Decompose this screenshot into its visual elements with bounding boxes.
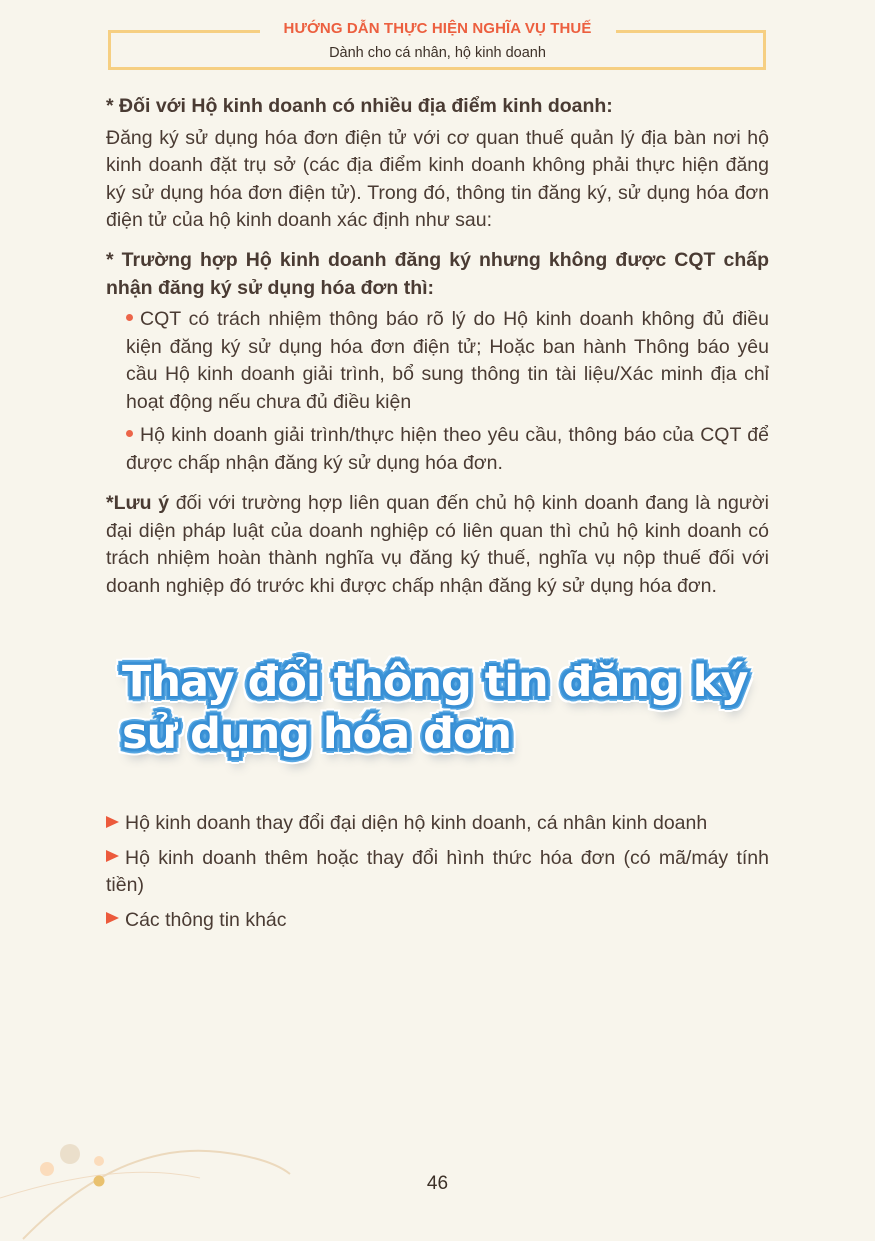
list-item-text: Các thông tin khác: [125, 908, 287, 931]
note-label: *Lưu ý: [106, 492, 170, 514]
triangle-bullet-icon: [106, 816, 119, 828]
list-item: [106, 422, 769, 477]
page-number: 46: [426, 1173, 449, 1194]
list-item-text: Hộ kinh doanh thay đổi đại diện hộ kinh doanh, cá nhân kinh doanh: [125, 812, 708, 834]
list-item: [106, 810, 769, 838]
bullet-dot-icon: [126, 430, 133, 437]
list-item: [106, 845, 769, 900]
section-rejection: [106, 247, 769, 477]
section-title: [122, 656, 782, 760]
document-subtitle: Dành cho cá nhân, hộ kinh doanh: [329, 45, 546, 61]
note-paragraph: [106, 490, 769, 600]
changes-list: [106, 810, 769, 934]
section-title-line-1: Thay đổi thông tin đăng ký: [122, 657, 748, 707]
list-item-text: Hộ kinh doanh thêm hoặc thay đổi hình thức hóa đơn (có mã/máy tính tiền): [106, 846, 769, 896]
section-title-line-2: sử dụng hóa đơn: [122, 709, 512, 759]
document-title: HƯỚNG DẪN THỰC HIỆN NGHĨA VỤ THUẾ: [283, 20, 592, 37]
section-body: Đăng ký sử dụng hóa đơn điện tử với cơ quan thuế quản lý địa bàn nơi hộ kinh doanh đặt trụ sở (các địa điểm kinh doanh không phải thực hiện đăng ký sử dụng hóa đơn điện tử). Trong đó, thông tin đăng ký, sử dụng hóa đơn điện tử của hộ kinh doanh xác định như sau:: [106, 126, 769, 231]
list-item-text: Hộ kinh doanh giải trình/thực hiện theo yêu cầu, thông báo của CQT để được chấp nhận đăng ký sử dụng hóa đơn.: [126, 424, 769, 474]
section-heading: * Trường hợp Hộ kinh doanh đăng ký nhưng không được CQT chấp nhận đăng ký sử dụng hóa đơn thì:: [106, 249, 769, 299]
list-item: [106, 306, 769, 416]
triangle-bullet-icon: [106, 850, 119, 862]
bullet-dot-icon: [126, 314, 133, 321]
note-text: đối với trường hợp liên quan đến chủ hộ kinh doanh đang là người đại diện pháp luật của doanh nghiệp có liên quan thì chủ hộ kinh doanh có trách nhiệm hoàn thành nghĩa vụ đăng ký thuế, nghĩa vụ nộp thuế đối với doanh nghiệp đó trước khi được chấp nhận đăng ký sử dụng hóa đơn.: [106, 492, 769, 597]
list-item-text: CQT có trách nhiệm thông báo rõ lý do Hộ kinh doanh không đủ điều kiện đăng ký sử dụng hóa đơn điện tử; Hoặc ban hành Thông báo yêu cầu Hộ kinh doanh giải trình, bổ sung thông tin tài liệu/Xác minh địa chỉ hoạt động nếu chưa đủ điều kiện: [126, 308, 769, 413]
section-heading: * Đối với Hộ kinh doanh có nhiều địa điểm kinh doanh:: [106, 95, 613, 117]
list-item: [106, 907, 769, 935]
section-multi-location: [106, 93, 769, 235]
triangle-bullet-icon: [106, 912, 119, 924]
